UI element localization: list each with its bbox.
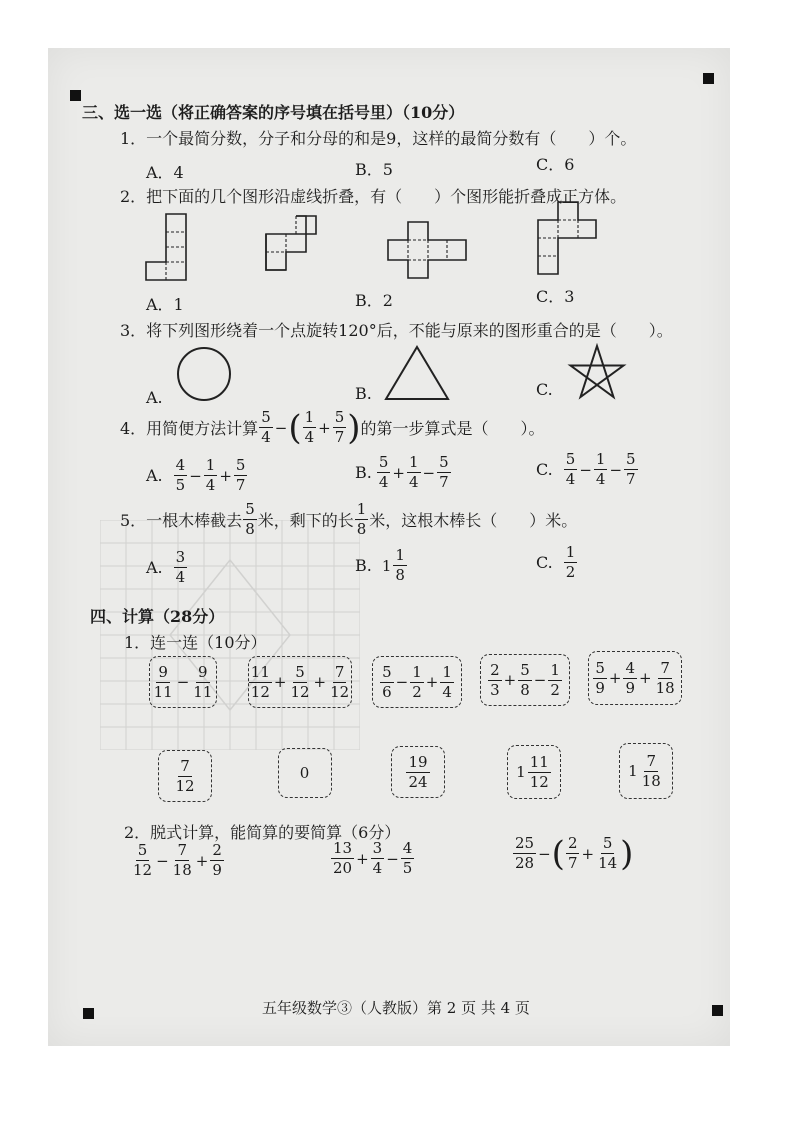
net-figure-b — [258, 210, 330, 286]
q2-option-c[interactable]: C．3 — [536, 287, 575, 306]
page-footer: 五年级数学③（人教版）第 2 页 共 4 页 — [262, 999, 530, 1017]
fraction: $\frac{1}{4}$ — [304, 408, 315, 446]
registration-mark — [703, 73, 714, 84]
q5-option-c[interactable]: C. $\frac{1}{2}$ — [536, 543, 576, 581]
match-result-box[interactable]: 1 $\frac{11}{12}$ — [507, 745, 561, 799]
registration-mark — [83, 1008, 94, 1019]
match-expression-box[interactable]: $\frac{5}{6}$ − $\frac{1}{2}$ + $\frac{1}{4}$ — [372, 656, 462, 708]
calc-expression-2: $\frac{13}{20}$ + $\frac{3}{4}$ − $\frac{4}{5}$ — [333, 839, 413, 877]
q4-option-b[interactable]: B. $\frac{5}{4}$ + $\frac{1}{4}$ − $\frac{5}{7}$ — [355, 453, 449, 491]
q4-suffix: 的第一步算式是（ ）。 — [360, 419, 545, 438]
calc-expression-3: $\frac{25}{28}$ − ( $\frac{2}{7}$ + $\frac{5}{14}$ ) — [515, 833, 634, 874]
net-figure-d — [532, 198, 602, 282]
q1-text: 1．一个最简分数，分子和分母的和是9，这样的最简分数有（ ）个。 — [120, 129, 637, 148]
q4-line: 4．用简便方法计算 $\frac{5}{4}$ − ( $\frac{1}{4}$ + $\frac{5}{7}$ ) 的第一步算式是（ ）。 — [120, 407, 545, 448]
q1-option-c[interactable]: C．6 — [536, 155, 575, 174]
q2-option-b[interactable]: B．2 — [355, 291, 393, 310]
match-result-box[interactable]: $\frac{7}{12}$ — [158, 750, 212, 802]
star-shape-icon — [566, 343, 628, 401]
match-expression-box[interactable]: $\frac{9}{11}$ − $\frac{9}{11}$ — [149, 656, 217, 708]
q3-option-b[interactable]: B. — [355, 384, 372, 403]
fraction: $\frac{5}{7}$ — [334, 408, 345, 446]
section3-title: 三、选一选（将正确答案的序号填在括号里）（10分） — [82, 103, 465, 122]
match-result-box[interactable]: 0 — [278, 748, 332, 798]
match-result-box[interactable]: 1 $\frac{7}{18}$ — [619, 743, 673, 799]
q1-option-a[interactable]: A．4 — [146, 163, 184, 182]
q5-option-a[interactable]: A. $\frac{3}{4}$ — [146, 548, 186, 586]
q5-line: 5．一根木棒截去 $\frac{5}{8}$ 米，剩下的长 $\frac{1}{8}$ 米，这根木棒长（ ）米。 — [120, 500, 578, 538]
section4-sub1: 1．连一连（10分） — [124, 633, 267, 652]
calc-expression-1: $\frac{5}{12}$ − $\frac{7}{18}$ + $\frac{2}{9}$ — [133, 841, 222, 879]
q3-text: 3．将下列图形绕着一个点旋转120°后，不能与原来的图形重合的是（ ）。 — [120, 321, 673, 340]
q4-prefix: 4．用简便方法计算 — [120, 419, 259, 438]
match-result-box[interactable]: $\frac{19}{24}$ — [391, 746, 445, 798]
q1-option-b[interactable]: B．5 — [355, 160, 393, 179]
registration-mark — [70, 90, 81, 101]
q4-option-a[interactable]: A. $\frac{4}{5}$ − $\frac{1}{4}$ + $\frac{5}{7}$ — [146, 456, 246, 494]
triangle-shape-icon — [382, 343, 452, 403]
match-expression-box[interactable]: $\frac{5}{9}$ + $\frac{4}{9}$ + $\frac{7}{18}$ — [588, 651, 682, 705]
q4-option-c[interactable]: C. $\frac{5}{4}$ − $\frac{1}{4}$ − $\frac{5}{7}$ — [536, 450, 636, 488]
match-expression-box[interactable]: $\frac{11}{12}$ + $\frac{5}{12}$ + $\frac{7}{12}$ — [248, 656, 352, 708]
registration-mark — [712, 1005, 723, 1016]
q3-option-a[interactable]: A. — [146, 388, 163, 407]
section4-sub2: 2．脱式计算，能简算的要简算（6分） — [124, 823, 401, 842]
q2-text: 2．把下面的几个图形沿虚线折叠，有（ ）个图形能折叠成正方体。 — [120, 187, 627, 206]
section4-title: 四、计算（28分） — [90, 607, 225, 626]
fraction: $\frac{5}{4}$ — [261, 408, 271, 446]
match-expression-box[interactable]: $\frac{2}{3}$ + $\frac{5}{8}$ − $\frac{1}{2}$ — [480, 654, 570, 706]
circle-shape-icon — [175, 345, 233, 403]
net-figure-a — [140, 206, 210, 288]
net-figure-c — [384, 218, 470, 282]
q3-option-c[interactable]: C. — [536, 380, 553, 399]
q5-option-b[interactable]: B. 1 $\frac{1}{8}$ — [355, 546, 405, 584]
q2-option-a[interactable]: A．1 — [146, 295, 184, 314]
